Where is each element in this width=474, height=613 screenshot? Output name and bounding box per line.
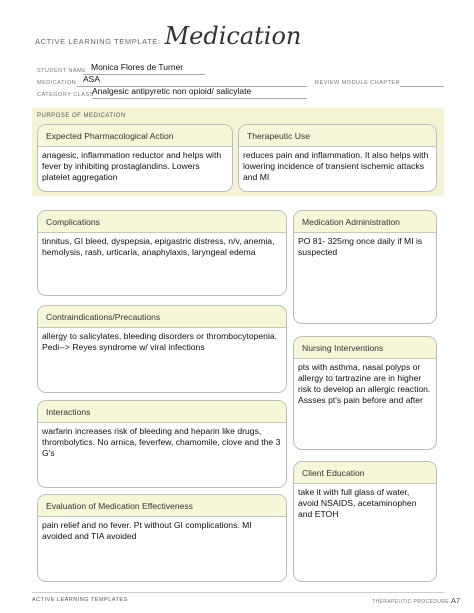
page-number: A7 [451,596,461,605]
contraindications-text[interactable]: allergy to salicylates, bleeding disorders or thrombocytopenia. Pedi--> Reyes syndrome w/ viral infections [42,331,278,352]
student-name-line [83,74,205,75]
medication-value[interactable]: ASA [83,74,101,84]
nursing-interventions-text[interactable]: pts with asthma, nasal polyps or allergy to tartrazine are in higher risk to develop an allergic reaction. Assses pt's pain before and after [298,362,431,405]
footer-right [372,596,460,605]
interactions-title: Interactions [38,401,286,423]
purpose-label: PURPOSE OF MEDICATION [37,113,126,119]
student-name-label: STUDENT NAME [37,68,87,74]
medication-administration-box [293,210,437,324]
contraindications-box [37,305,287,393]
therapeutic-use-box [238,124,437,192]
complications-text[interactable]: tinnitus, GI bleed, dyspepsia, epigastric distress, n/v, anemia, hemolysis, rash, urticaria, anaphylaxis, laryngeal edema [42,236,275,257]
complications-box [37,210,287,296]
client-education-text[interactable]: take it with full glass of water, avoid NSAIDS, acetaminophen and ETOH [298,487,417,519]
client-education-box [293,461,437,582]
therapeutic-use-text[interactable]: reduces pain and inflammation. It also helps with lowering incidence of transient ischemic attacks and MI [243,150,429,182]
expected-action-title: Expected Pharmacological Action [38,125,232,147]
nursing-interventions-title: Nursing Interventions [294,337,436,359]
student-name-value[interactable]: Monica Flores de Turner [91,62,184,72]
review-module-label: REVIEW MODULE CHAPTER [315,80,401,86]
medication-administration-title: Medication Administration [294,211,436,233]
therapeutic-use-title: Therapeutic Use [239,125,436,147]
category-class-line [92,98,307,99]
review-module-line [400,86,444,87]
footer-left-label: ACTIVE LEARNING TEMPLATES [32,597,128,603]
category-class-value[interactable]: Analgesic antipyretic non opioid/ salicylate [92,86,252,96]
footer-divider [32,592,444,593]
evaluation-box [37,494,287,582]
medication-label: MEDICATION [37,80,77,86]
interactions-text[interactable]: warfarin increases risk of bleeding and heparin like drugs, thrombolytics. No arnica, feverfew, chamomile, clove and the 3 G's [42,426,281,458]
evaluation-text[interactable]: pain relief and no fever. Pt without GI complications. MI avoided and TIA avoided [42,520,252,541]
category-class-label: CATEGORY CLASS [37,92,94,98]
expected-action-box [37,124,233,192]
interactions-box [37,400,287,488]
contraindications-title: Contraindications/Precautions [38,306,286,328]
expected-action-text[interactable]: anagesic, inflammation reductor and helps with fever by inhibiting prostaglandins. Lowers platelet aggregation [42,150,222,182]
template-header [35,22,301,50]
evaluation-title: Evaluation of Medication Effectiveness [38,495,286,517]
client-education-title: Client Education [294,462,436,484]
nursing-interventions-box [293,336,437,450]
page-title: Medication [164,22,302,50]
medication-administration-text[interactable]: PO 81- 325mg once daily if MI is suspected [298,236,423,257]
template-label: ACTIVE LEARNING TEMPLATE: [35,37,161,46]
footer-right-label: THERAPEUTIC PROCEDURE [372,599,450,605]
complications-title: Complications [38,211,286,233]
